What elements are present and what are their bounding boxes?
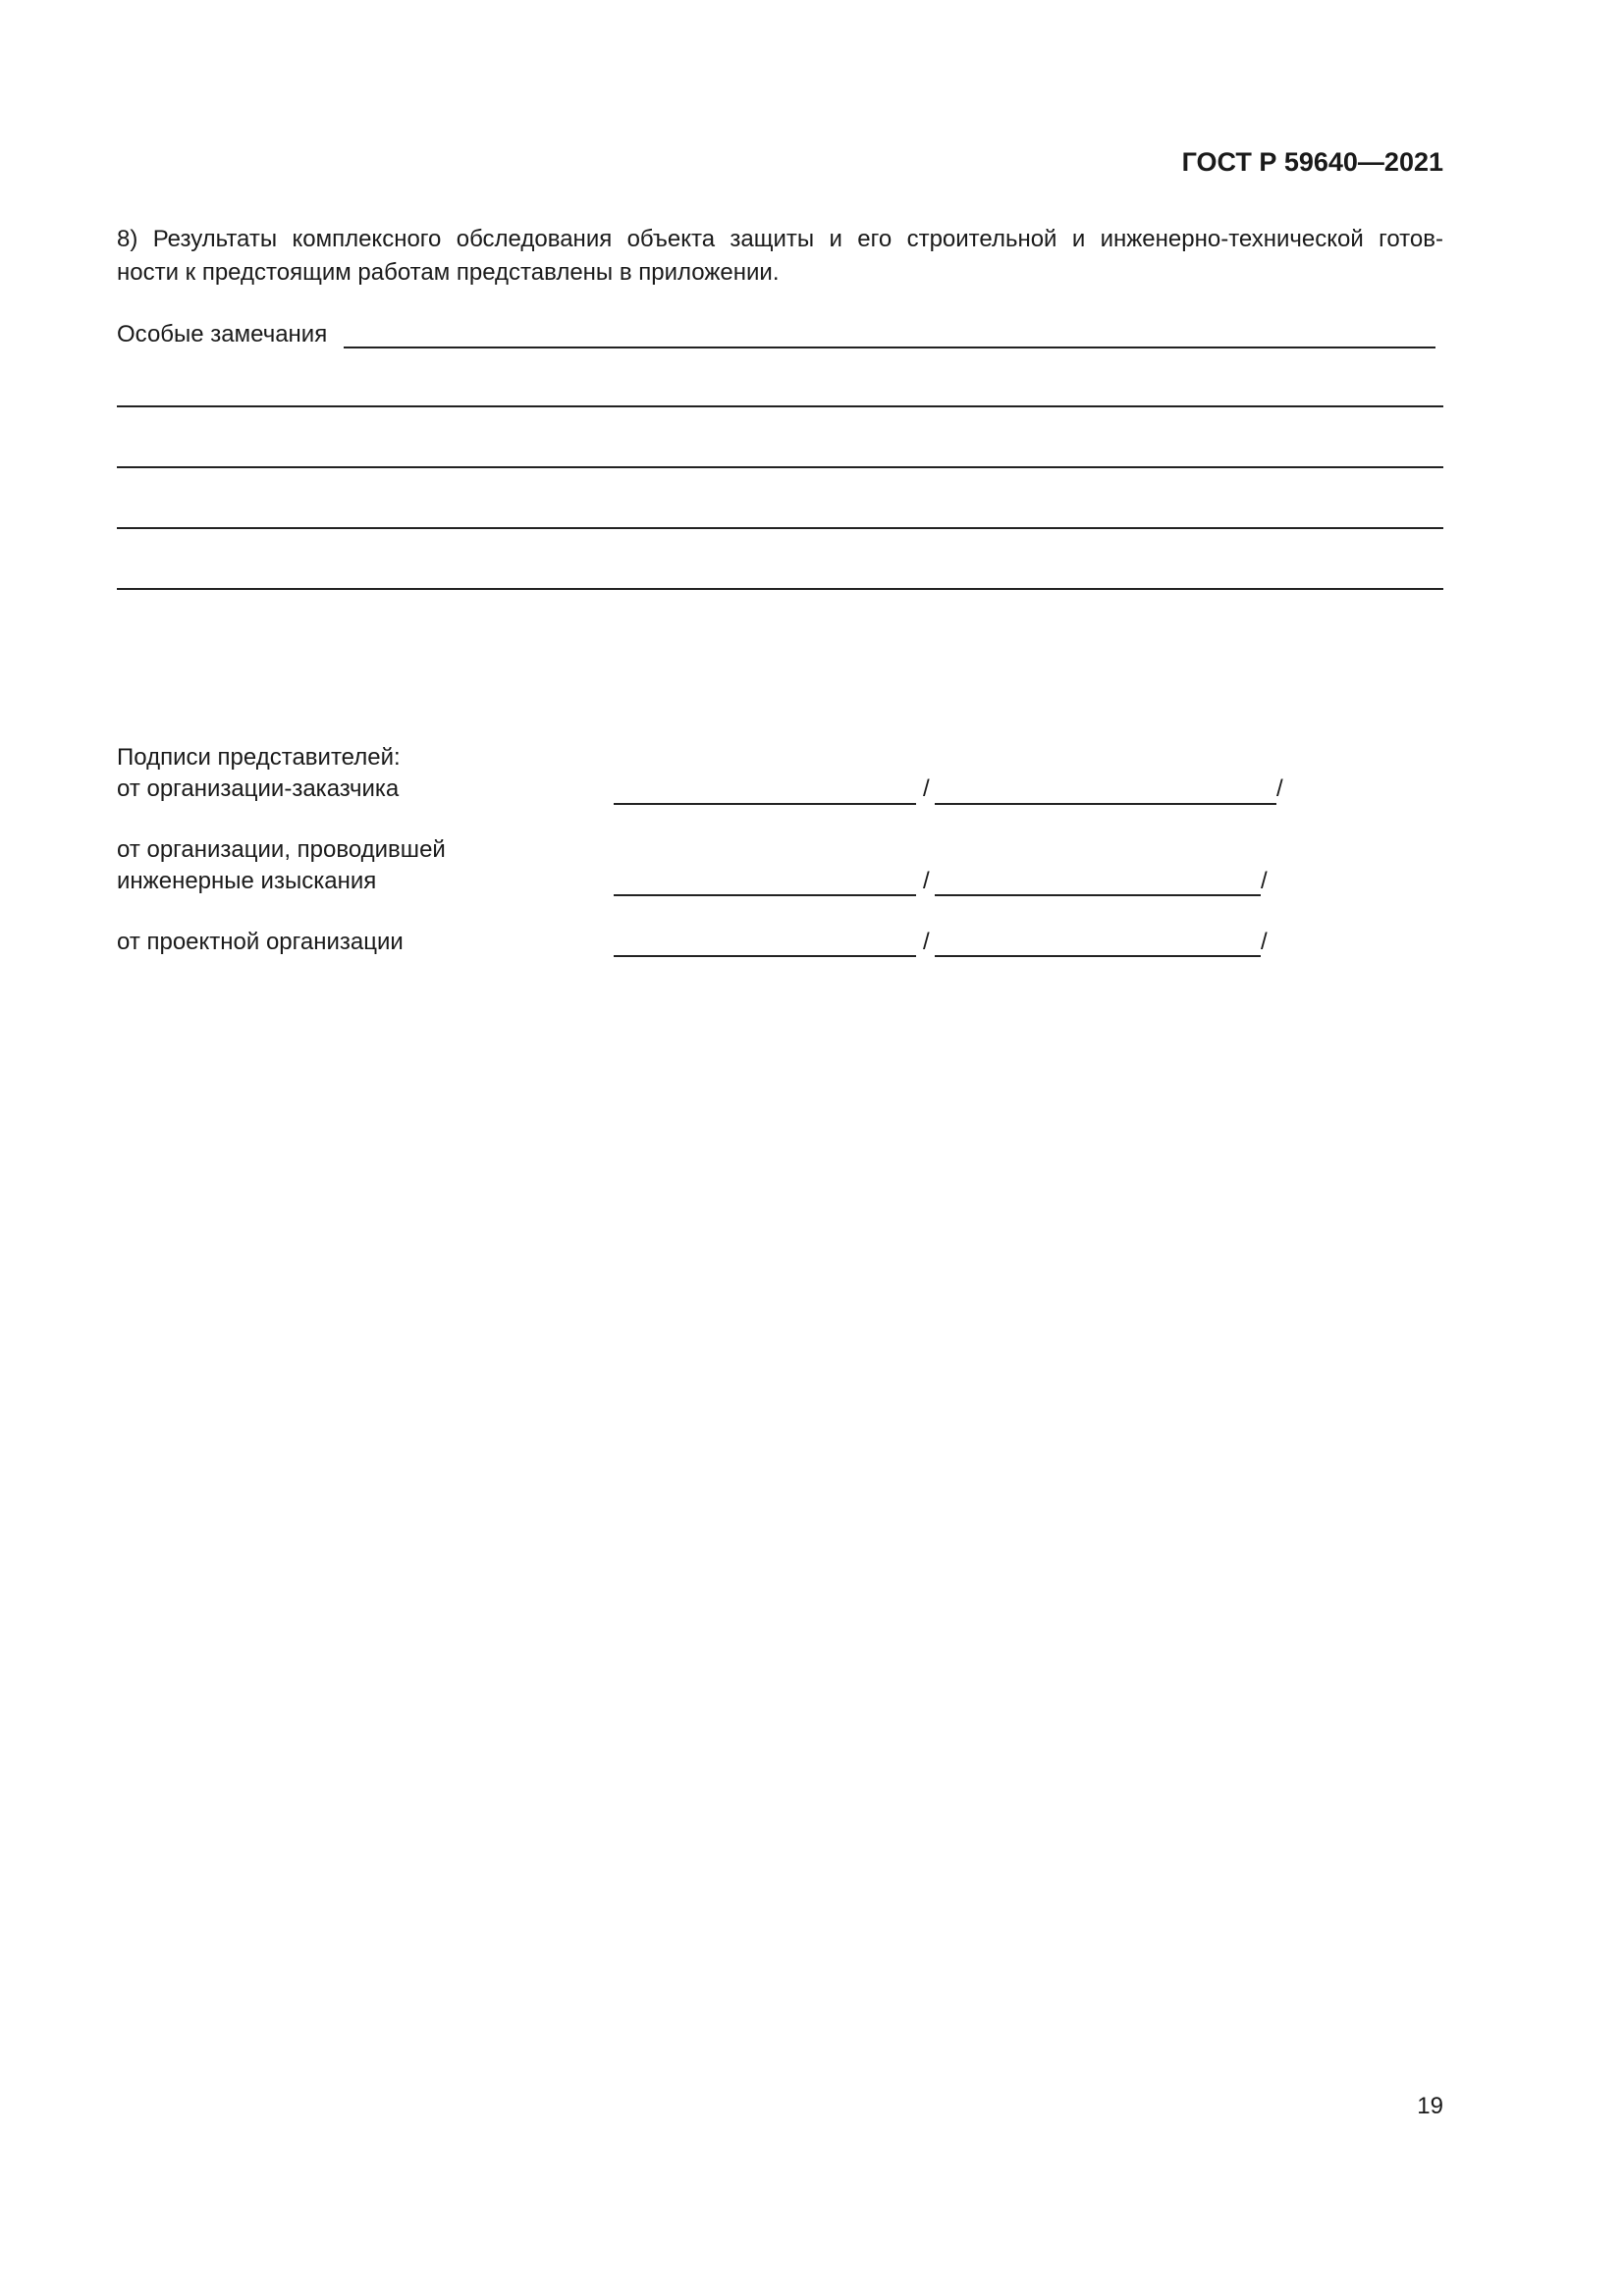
signature-customer-label: от организации-заказчика	[117, 775, 400, 802]
signature-surveyor-slash: /	[923, 868, 930, 894]
signature-customer-line[interactable]	[614, 803, 916, 805]
page-number: 19	[1417, 2093, 1443, 2119]
signature-designer-slash: /	[923, 929, 930, 955]
signature-surveyor-line[interactable]	[614, 894, 916, 896]
signature-customer-end-slash: /	[1276, 775, 1283, 802]
remarks-field-line-4[interactable]	[117, 527, 1443, 529]
signature-customer-slash: /	[923, 775, 930, 802]
signature-customer-name-line[interactable]	[935, 803, 1276, 805]
signatures-heading: Подписи представителей:	[117, 744, 401, 771]
item-8-line-2: ности к предстоящим работам представлены в приложении.	[117, 259, 780, 286]
remarks-field-line-2[interactable]	[117, 405, 1443, 407]
signature-designer-end-slash: /	[1261, 929, 1268, 955]
signature-designer-label: от проектной организации	[117, 929, 404, 955]
header-document-code: ГОСТ Р 59640—2021	[1181, 147, 1443, 177]
remarks-field-line-1[interactable]	[344, 347, 1435, 348]
signature-surveyor-name-line[interactable]	[935, 894, 1261, 896]
signature-surveyor-label-line-2: инженерные изыскания	[117, 868, 377, 894]
signature-surveyor-label-line-1: от организации, проводившей	[117, 836, 446, 863]
remarks-label: Особые замечания	[117, 321, 328, 347]
remarks-field-line-5[interactable]	[117, 588, 1443, 590]
item-8-line-1: 8) Результаты комплексного обследования объекта защиты и его строительной и инженерно-технической готов-	[117, 226, 1443, 252]
signature-surveyor-end-slash: /	[1261, 868, 1268, 894]
item-8-paragraph	[117, 223, 1443, 290]
signature-designer-name-line[interactable]	[935, 955, 1261, 957]
remarks-field-line-3[interactable]	[117, 466, 1443, 468]
signature-designer-line[interactable]	[614, 955, 916, 957]
